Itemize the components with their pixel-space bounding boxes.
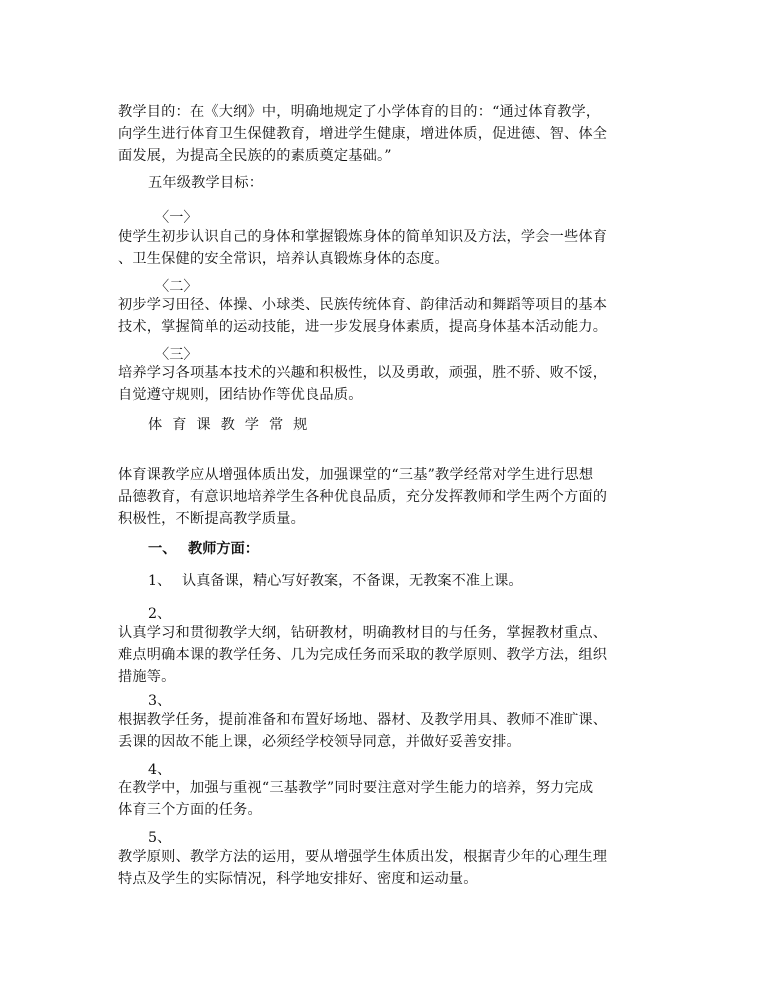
goal-line: 培养学习各项基本技术的兴趣和积极性，以及勇敢，顽强，胜不骄、败不馁， (118, 365, 608, 381)
item-paragraph (118, 777, 658, 821)
section-heading: 教师方面： (188, 541, 259, 557)
goal-line: 、卫生保健的安全常识，培养认真锻炼身体的态度。 (118, 251, 449, 267)
routine-intro-paragraph (118, 464, 658, 530)
item-line: 教学原则、教学方法的运用，要从增强学生体质出发，根据青少年的心理生理 (118, 849, 608, 865)
goal-line: 自觉遵守规则，团结协作等优良品质。 (118, 387, 363, 403)
goal-marker: 〈三〉 (155, 347, 198, 363)
item-line: 在教学中，加强与重视“三基教学”同时要注意对学生能力的培养，努力完成 (118, 780, 594, 796)
item-line: 根据教学任务，提前准备和布置好场地、器材、及教学用具、教师不准旷课、 (118, 712, 608, 728)
item-line: 特点及学生的实际情况，科学地安排好、密度和运动量。 (118, 871, 478, 887)
intro-line: 教学目的：在《大纲》中，明确地规定了小学体育的目的：“通过体育教学， (118, 104, 601, 120)
goal-line: 初步学习田径、体操、小球类、民族传统体育、韵律活动和舞蹈等项目的基本 (118, 297, 608, 313)
routine-intro-line: 积极性，不断提高教学质量。 (118, 511, 306, 527)
item-line: 丢课的因故不能上课，必须经学校领导同意，并做好妥善安排。 (118, 734, 521, 750)
goal-marker: 〈二〉 (155, 279, 198, 295)
item-line: 认真备课，精心写好教案，不备课，无教案不准上课。 (182, 573, 523, 589)
item-number: 5、 (148, 830, 172, 846)
goal-line: 技术，掌握简单的运动技能，进一步发展身体素质，提高身体基本活动能力。 (118, 319, 608, 335)
item-number: 1、 (148, 573, 172, 589)
item-line: 难点明确本课的教学任务、几为完成任务而采取的教学原则、教学方法，组织 (118, 647, 608, 663)
item-paragraph (118, 709, 658, 753)
item-paragraph (118, 846, 658, 890)
item-paragraph (118, 622, 658, 688)
goal-line: 使学生初步认识自己的身体和掌握锻炼身体的简单知识及方法，学会一些体育 (118, 229, 608, 245)
section-number: 一、 (148, 541, 177, 557)
item-line: 体育三个方面的任务。 (118, 802, 262, 818)
routine-intro-line: 品德教育，有意识地培养学生各种优良品质，充分发挥教师和学生两个方面的 (118, 489, 608, 505)
routine-intro-line: 体育课教学应从增强体质出发，加强课堂的“三基”教学经常对学生进行思想 (118, 467, 594, 483)
intro-line: 面发展，为提高全民族的的素质奠定基础。” (118, 148, 392, 164)
goal-paragraph (118, 362, 658, 406)
grade5-heading: 五年级教学目标： (148, 175, 264, 191)
intro-line: 向学生进行体育卫生保健教育，增进学生健康，增进体质，促进德、智、体全 (118, 126, 608, 142)
goal-paragraph (118, 294, 658, 338)
goal-marker: 〈一〉 (155, 210, 198, 226)
item-number: 2、 (148, 606, 172, 622)
item-line: 认真学习和贯彻教学大纲，钻研教材，明确教材目的与任务，掌握教材重点、 (118, 625, 608, 641)
section-title: 体育课教学常规 (148, 417, 318, 433)
item-line: 措施等。 (118, 669, 176, 685)
goal-paragraph (118, 226, 658, 270)
intro-paragraph (118, 101, 658, 167)
item-number: 4、 (148, 762, 172, 778)
item-number: 3、 (148, 693, 172, 709)
